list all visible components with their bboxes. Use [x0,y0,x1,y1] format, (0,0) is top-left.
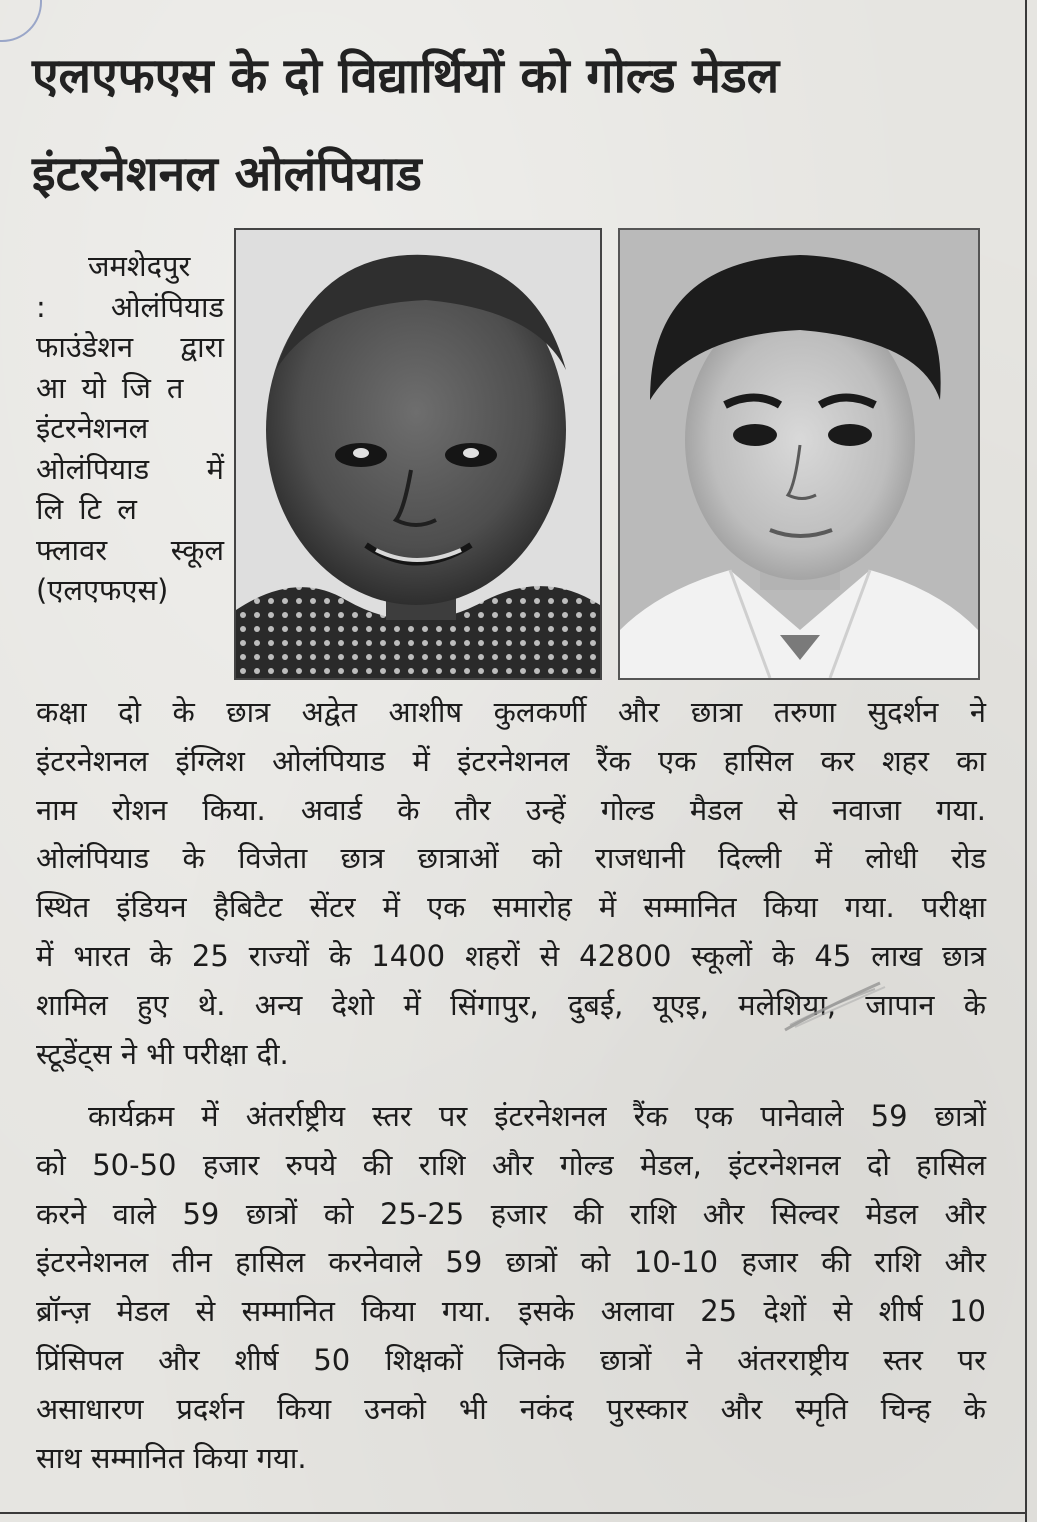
paragraph-line: प्रिंसिपल और शीर्ष 50 शिक्षकों जिनके छात्रों ने अंतरराष्ट्रीय स्तर पर [36,1342,986,1377]
intro-line: (एलएफएस) [36,573,169,607]
paragraph-line: ओलंपियाड के विजेता छात्र छात्राओं को राजधानी दिल्ली में लोधी रोड [36,841,986,876]
intro-line: फाउंडेशन द्वारा [36,330,224,364]
article-paragraph-2 [36,1092,986,1482]
intro-line: फ्लावर स्कूल [36,532,224,567]
intro-line: लिटिल [36,492,153,526]
paragraph-line: साथ सम्मानित किया गया. [36,1440,307,1475]
column-rule-right [1025,0,1027,1522]
photo-boy-illustration [620,230,978,678]
intro-line: आयोजित [36,370,200,405]
intro-line: जमशेदपुर [88,249,191,283]
paragraph-line: इंटरनेशनल इंग्लिश ओलंपियाड में इंटरनेशनल रैंक एक हासिल कर शहर का [36,743,986,778]
paragraph-line: नाम रोशन किया. अवार्ड के तौर उन्हें गोल्ड मैडल से नवाजा गया. [36,792,986,827]
headline-line-1: एलएफएस के दो विद्यार्थियों को गोल्ड मेडल [32,48,780,104]
photo-girl-illustration [236,230,600,678]
paragraph-line: कक्षा दो के छात्र अद्वेत आशीष कुलकर्णी और छात्रा तरुणा सुदर्शन ने [36,695,986,729]
paragraph-line: को 50-50 हजार रुपये की राशि और गोल्ड मेडल, इंटरनेशनल दो हासिल [36,1147,986,1182]
paragraph-line: इंटरनेशनल तीन हासिल करनेवाले 59 छात्रों को 10-10 हजार की राशि और [36,1245,986,1280]
photo-student-girl [234,228,602,680]
column-rule-bottom [0,1512,1027,1514]
intro-line: इंटरनेशनल [36,411,149,445]
headline-line-2: इंटरनेशनल ओलंपियाड [32,146,422,202]
intro-text-column [36,246,224,611]
paragraph-line: शामिल हुए थे. अन्य देशो में सिंगापुर, दुबई, यूएइ, मलेशिया, जापान के [36,987,986,1022]
corner-scan-mark [0,0,42,42]
paragraph-line: कार्यक्रम में अंतर्राष्ट्रीय स्तर पर इंटरनेशनल रैंक एक पानेवाले 59 छात्रों [88,1099,986,1133]
paragraph-line: ब्रॉन्ज़ मेडल से सम्मानित किया गया. इसके अलावा 25 देशों से शीर्ष 10 [36,1294,986,1329]
photo-student-boy [618,228,980,680]
paragraph-line: स्टूडेंट्स ने भी परीक्षा दी. [36,1036,289,1071]
intro-line: : ओलंपियाड [36,289,224,324]
paragraph-line: असाधारण प्रदर्शन किया उनको भी नकंद पुरस्कार और स्मृति चिन्ह के [36,1391,986,1426]
intro-line: ओलंपियाड में [36,451,224,486]
pencil-scribble-mark [780,975,890,1035]
paragraph-line: करने वाले 59 छात्रों को 25-25 हजार की राशि और सिल्वर मेडल और [36,1196,986,1231]
paragraph-line: स्थित इंडियन हैबिटैट सेंटर में एक समारोह में सम्मानित किया गया. परीक्षा [36,890,986,925]
paragraph-line: में भारत के 25 राज्यों के 1400 शहरों से 42800 स्कूलों के 45 लाख छात्र [36,938,986,973]
